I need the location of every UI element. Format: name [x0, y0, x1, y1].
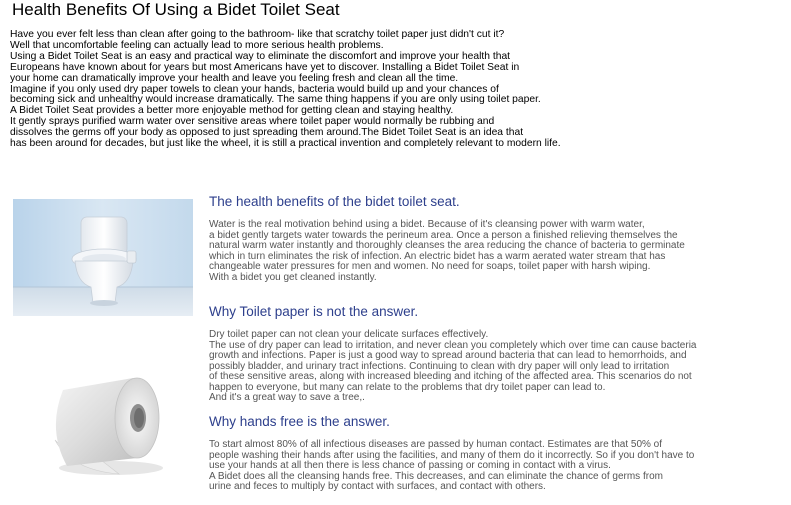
section-line: people washing their hands after using the facilities, and many of them do it incorrectly. So if you don't have to	[209, 449, 695, 461]
section-line: Dry toilet paper can not clean your delicate surfaces effectively.	[209, 329, 489, 340]
intro-line: Imagine if you only used dry paper towels to clean your hands, bacteria would build up and your chances of	[10, 83, 499, 95]
page-title: Health Benefits Of Using a Bidet Toilet Seat	[12, 0, 340, 19]
section-line: urine and feces to multiply by contact with surfaces, and contact with others.	[209, 481, 546, 492]
intro-line: your home can dramatically improve your health and leave you feeling fresh and clean all the time.	[10, 72, 459, 84]
section-line: With a bidet you get cleaned instantly.	[209, 271, 377, 283]
intro-line: A Bidet Toilet Seat provides a better more enjoyable method for getting clean and staying healthy.	[10, 105, 454, 117]
section-body-toilet-paper	[209, 330, 697, 404]
section-line: happen to everyone, but many can relate to the problems that dry toilet paper can lead to.	[209, 381, 606, 393]
intro-line: Using a Bidet Toilet Seat is an easy and practical way to eliminate the discomfort and improve your health that	[10, 50, 511, 62]
section-line: To start almost 80% of all infectious diseases are passed by human contact. Estimates are that 50% of	[209, 439, 663, 450]
intro-line: Well that uncomfortable feeling can actually lead to more serious health problems.	[10, 39, 384, 51]
bidet-toilet-photo	[13, 199, 193, 316]
section-line: The use of dry paper can lead to irritation, and never clean you completely which over time can cause bacteria	[209, 339, 697, 351]
section-line: growth and infections. Paper is just a good way to spread around bacteria that can lead to hemorrhoids, and	[209, 350, 687, 361]
section-line: A Bidet does all the cleansing hands free. This decreases, and can eliminate the chance of germs from	[209, 470, 663, 482]
section-line: Water is the real motivation behind using a bidet. Because of it's cleansing power with warm water,	[209, 219, 645, 230]
section-body-hands-free	[209, 440, 694, 493]
toilet-icon	[13, 199, 193, 316]
toilet-paper-roll-photo	[41, 370, 169, 477]
section-body-health-benefits	[209, 220, 685, 283]
section-heading-toilet-paper: Why Toilet paper is not the answer.	[209, 304, 419, 319]
section-line: natural warm water instantly and thoroughly cleanses the area reducing the chance of bacteria to germinate	[209, 240, 685, 251]
section-line: changeable water pressures for men and women. No need for soaps, toilet paper with harsh wiping.	[209, 261, 651, 272]
section-line: of these sensitive areas, along with increased bleeding and itching of the affected area. This scenarios do not	[209, 371, 692, 382]
toilet-paper-icon	[41, 370, 169, 477]
section-line: possibly bladder, and urinary tract infections. Continuing to clean with dry paper will only lead to irritation	[209, 360, 670, 372]
intro-line: dissolves the germs off your body as opposed to just spreading them around.The Bidet Toilet Seat is an idea that	[10, 127, 524, 139]
section-line: a bidet gently targets water towards the perineum area. Once a person a finished relieving themselves the	[209, 229, 678, 241]
intro-line: It gently sprays purified warm water over sensitive areas where toilet paper would normally be rubbing and	[10, 116, 495, 128]
section-heading-health-benefits: The health benefits of the bidet toilet seat.	[209, 194, 460, 209]
intro-line: becoming sick and unhealthy would increase dramatically. The same thing happens if you are only using toilet paper.	[10, 94, 541, 106]
section-line: use your hands at all then there is less chance of passing or coming in contact with a virus.	[209, 460, 611, 471]
intro-line: Europeans have known about for years but most Americans have yet to discover. Installing a Bidet Toilet Seat in	[10, 61, 520, 73]
intro-text	[10, 30, 561, 150]
intro-line: Have you ever felt less than clean after going to the bathroom- like that scratchy toilet paper just didn't cut it?	[10, 29, 505, 40]
section-line: And it's a great way to save a tree,.	[209, 392, 365, 403]
section-line: which in turn eliminates the risk of infection. An electric bidet has a warm aerated water stream that has	[209, 250, 666, 262]
section-heading-hands-free: Why hands free is the answer.	[209, 414, 390, 429]
intro-line: has been around for decades, but just like the wheel, it is still a practical invention and completely relevant to modern life.	[10, 138, 561, 150]
